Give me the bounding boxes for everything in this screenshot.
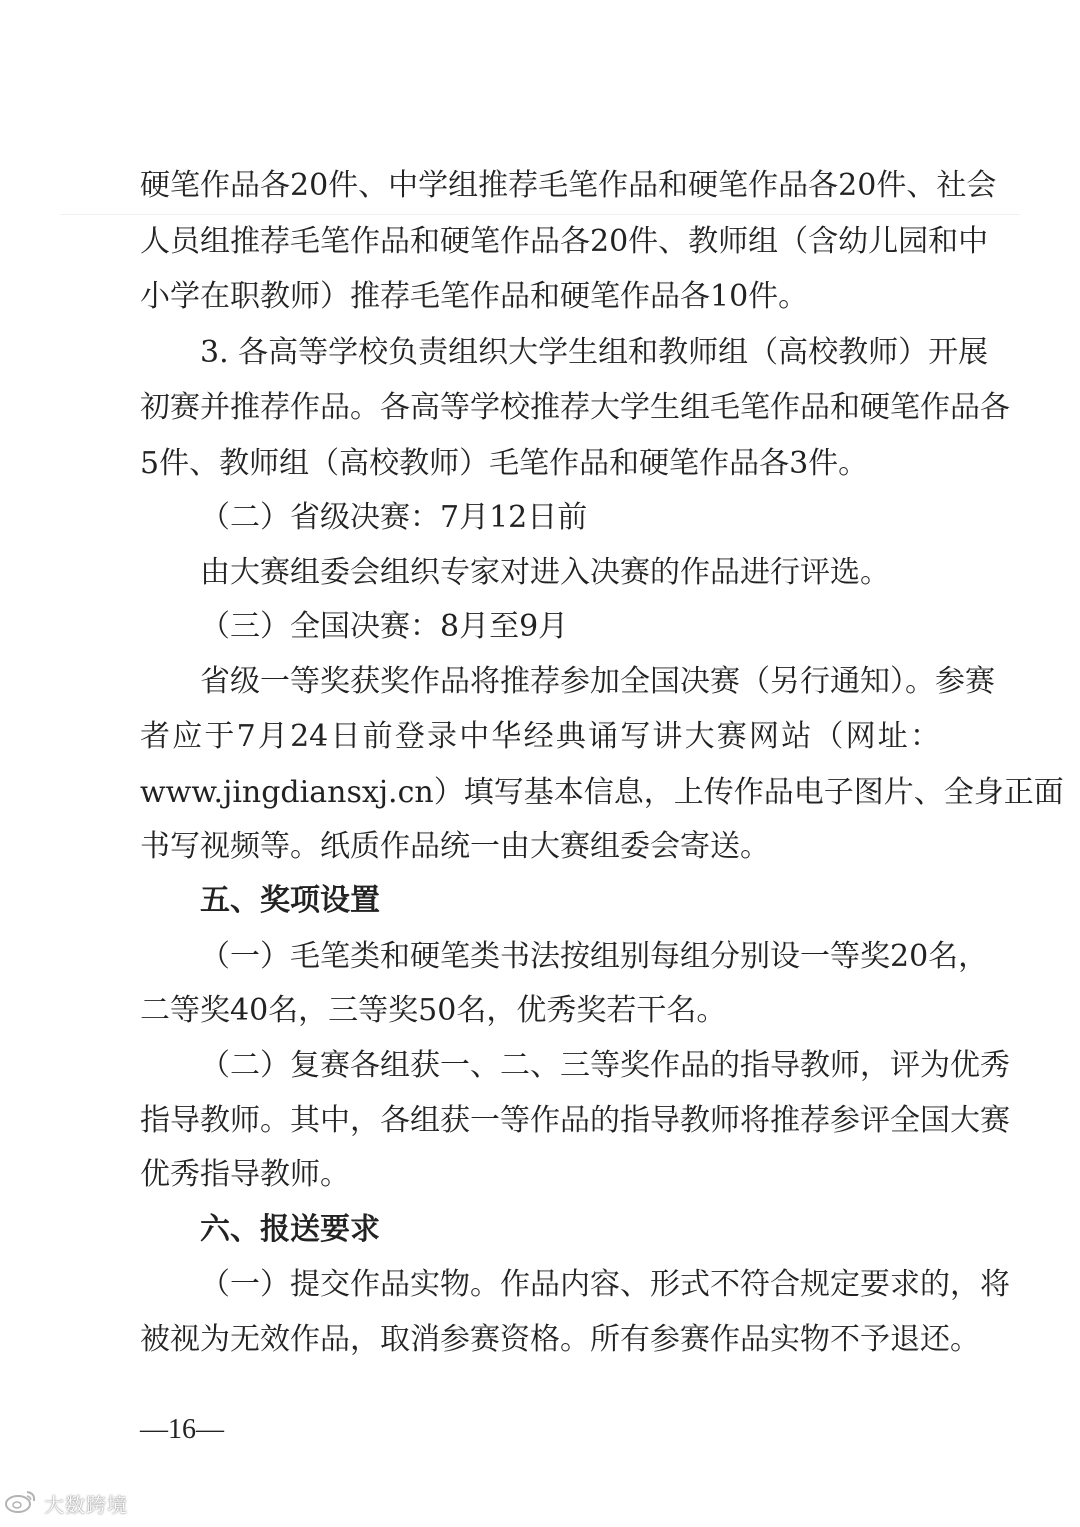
paragraph-line: 指导教师。其中，各组获一等作品的指导教师将推荐参评全国大赛: [140, 1103, 1010, 1138]
paragraph-line: 5件、教师组（高校教师）毛笔作品和硬笔作品各3件。: [140, 446, 869, 481]
section-subheading: （三）全国决赛：8月至9月: [200, 609, 569, 644]
paragraph-line: 二等奖40名，三等奖50名，优秀奖若干名。: [140, 993, 727, 1028]
paragraph-line: 硬笔作品各20件、中学组推荐毛笔作品和硬笔作品各20件、社会: [140, 168, 997, 203]
paragraph-line: www.jingdiansxj.cn）填写基本信息，上传作品电子图片、全身正面: [140, 775, 1064, 810]
scan-edge-line: [60, 214, 1020, 215]
paragraph-line: 省级一等奖获奖作品将推荐参加全国决赛（另行通知）。参赛: [200, 664, 995, 699]
paragraph-line: （一）毛笔类和硬笔类书法按组别每组分别设一等奖20名，: [200, 939, 989, 974]
paragraph-line: 者应于7月24日前登录中华经典诵写讲大赛网站（网址：: [140, 719, 940, 754]
section-heading: 六、报送要求: [200, 1212, 380, 1247]
paragraph-line: 小学在职教师）推荐毛笔作品和硬笔作品各10件。: [140, 279, 809, 314]
page-number: —16—: [140, 1414, 224, 1445]
paragraph-line: 初赛并推荐作品。各高等学校推荐大学生组毛笔作品和硬笔作品各: [140, 390, 1010, 425]
paragraph-line: 由大赛组委会组织专家对进入决赛的作品进行评选。: [200, 555, 890, 590]
paragraph-line: 书写视频等。纸质作品统一由大赛组委会寄送。: [140, 829, 770, 864]
watermark-text: 大数跨境: [44, 1492, 128, 1517]
section-heading: 五、奖项设置: [200, 883, 380, 918]
section-subheading: （二）省级决赛：7月12日前: [200, 500, 588, 535]
paragraph-line: 人员组推荐毛笔作品和硬笔作品各20件、教师组（含幼儿园和中: [140, 224, 989, 259]
paragraph-line: （一）提交作品实物。作品内容、形式不符合规定要求的，将: [200, 1267, 1010, 1302]
watermark: [4, 1488, 128, 1518]
weibo-logo-icon: [4, 1488, 38, 1518]
paragraph-line: 优秀指导教师。: [140, 1157, 350, 1192]
paragraph-line: 3. 各高等学校负责组织大学生组和教师组（高校教师）开展: [200, 335, 989, 370]
paragraph-line: 被视为无效作品，取消参赛资格。所有参赛作品实物不予退还。: [140, 1322, 980, 1357]
paragraph-line: （二）复赛各组获一、二、三等奖作品的指导教师，评为优秀: [200, 1048, 1010, 1083]
